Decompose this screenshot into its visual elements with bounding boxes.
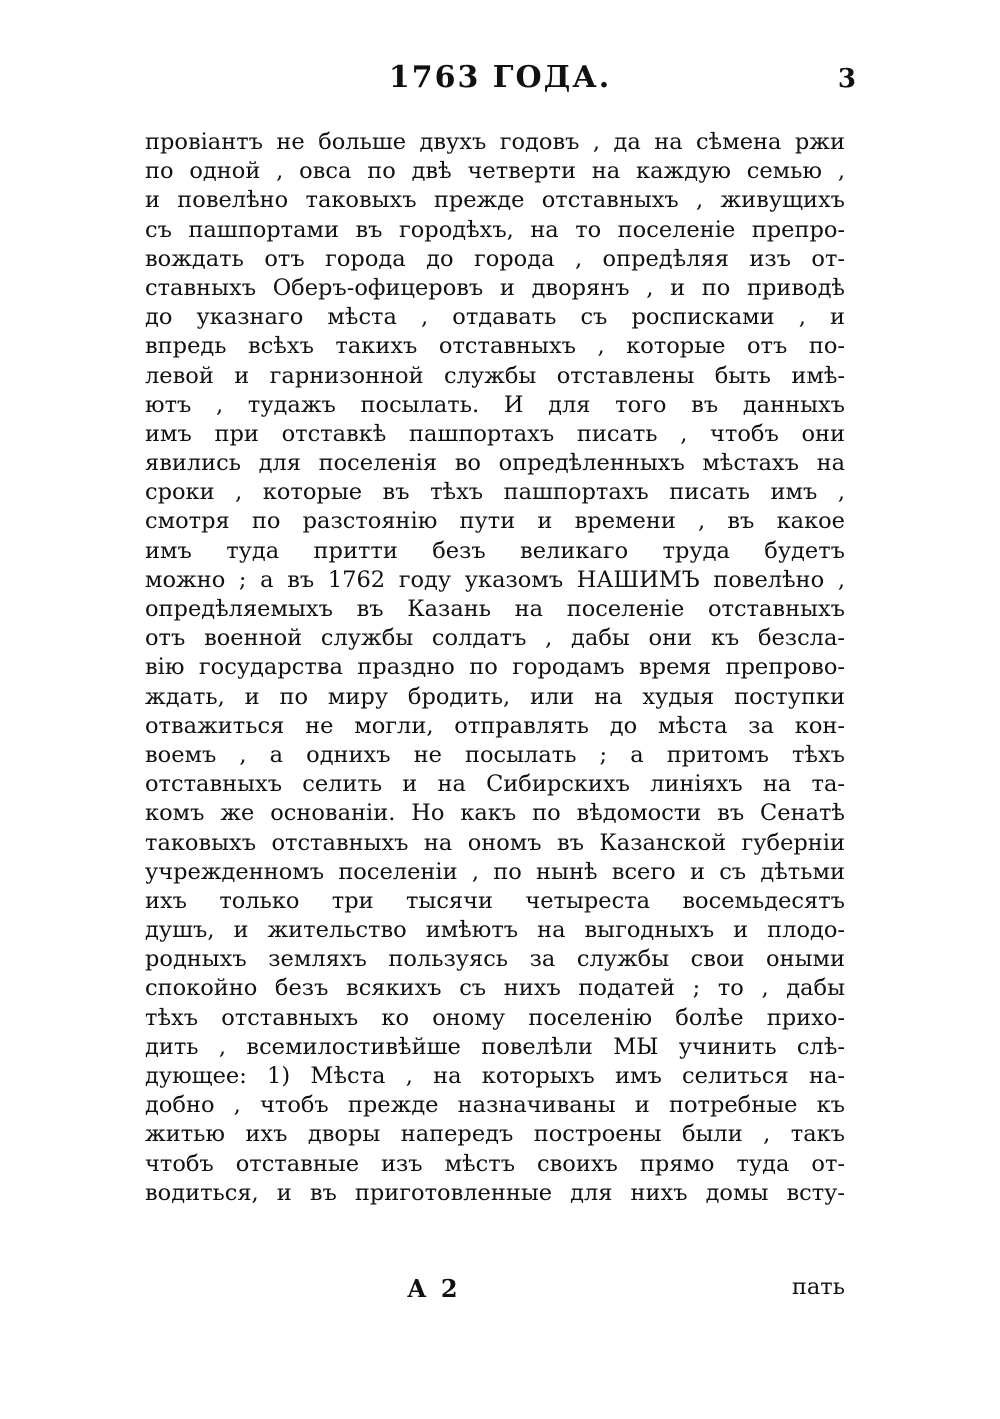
- text-line: дующее: 1) Мѣста , на которыхъ имъ селиться на-: [145, 1063, 845, 1089]
- text-line: ждать, и по миру бродить, или на худыя поступки: [145, 683, 845, 710]
- text-line: отъ военной службы солдатъ , дабы они къ безсла-: [145, 625, 845, 652]
- text-line: левой и гарнизонной службы отставлены быть имѣ-: [145, 362, 845, 389]
- text-line: комъ же основаніи. Но какъ по вѣдомости въ Сенатѣ: [145, 800, 845, 827]
- text-line: ихъ только три тысячи четыреста восемьдесятъ: [145, 887, 845, 914]
- text-line: явились для поселенія во опредѣленныхъ мѣстахъ на: [145, 450, 845, 477]
- page-footer: [145, 1274, 845, 1308]
- text-line: спокойно безъ всякихъ съ нихъ податей ; то , дабы: [145, 975, 845, 1002]
- text-line: добно , чтобъ прежде назначиваны и потребные къ: [145, 1092, 845, 1119]
- page-title: 1763 ГОДА.: [388, 60, 612, 95]
- text-line: родныхъ земляхъ пользуясь за службы свои оными: [145, 946, 845, 973]
- text-line: смотря по разстоянію пути и времени , въ какое: [145, 508, 845, 535]
- page-number: 3: [837, 64, 856, 94]
- text-line: сроки , которые въ тѣхъ пашпортахъ писать имъ ,: [145, 479, 845, 506]
- text-line: провіантъ не больше двухъ годовъ , да на сѣмена ржи: [145, 129, 845, 155]
- text-line: отставныхъ селить и на Сибирскихъ линіяхъ на та-: [145, 771, 845, 798]
- text-line: душъ, и жительство имѣютъ на выгодныхъ и плодо-: [145, 917, 845, 944]
- text-line: и повелѣно таковыхъ прежде отставныхъ , живущихъ: [145, 187, 845, 214]
- text-line: ставныхъ Оберъ-офицеровъ и дворянъ , и по приводѣ: [145, 274, 845, 301]
- text-line: воемъ , а однихъ не посылать ; а притомъ тѣхъ: [145, 741, 845, 768]
- text-line: имъ туда притти безъ великаго труда будетъ: [145, 537, 845, 564]
- text-line: таковыхъ отставныхъ на ономъ въ Казанской губерніи: [145, 829, 845, 856]
- signature-mark: А 2: [407, 1274, 461, 1303]
- text-line: впредь всѣхъ такихъ отставныхъ , которые отъ по-: [145, 333, 845, 360]
- text-line: вождать отъ города до города , опредѣляя изъ от-: [145, 245, 845, 272]
- text-line: ютъ , тудажъ посылать. И для того въ данныхъ: [145, 391, 845, 418]
- text-line: чтобъ отставные изъ мѣстъ своихъ прямо туда от-: [145, 1150, 845, 1177]
- text-line: учрежденномъ поселеніи , по нынѣ всего и съ дѣтьми: [145, 858, 845, 885]
- text-line: опредѣляемыхъ въ Казань на поселеніе отставныхъ: [145, 596, 845, 622]
- text-line: дить , всемилостивѣйше повелѣли МЫ учинить слѣ-: [145, 1033, 845, 1060]
- text-line: до указнаго мѣста , отдавать съ росписками , и: [145, 304, 845, 331]
- text-line: житью ихъ дворы напередъ построены были , такъ: [145, 1121, 845, 1148]
- text-line: тѣхъ отставныхъ ко оному поселенію болѣе приxo-: [145, 1004, 845, 1031]
- text-line: по одной , овса по двѣ четверти на каждую семью ,: [145, 158, 845, 185]
- text-line: вію государства праздно по городамъ время препрово-: [145, 654, 845, 681]
- text-line: имъ при отставкѣ пашпортахъ писать , чтобъ они: [145, 420, 845, 447]
- text-line: водиться, и въ приготовленные для нихъ домы всту-: [145, 1179, 845, 1206]
- text-line: съ пашпортами въ городѣхъ, на то поселеніе препро-: [145, 216, 845, 243]
- text-line: можно ; а въ 1762 году указомъ НАШИМЪ повелѣно ,: [145, 566, 845, 593]
- catchword: пать: [791, 1274, 845, 1300]
- body-text: [145, 128, 845, 1208]
- running-head: [150, 60, 856, 100]
- text-line: отважиться не могли, отправлять до мѣста за кон-: [145, 712, 845, 739]
